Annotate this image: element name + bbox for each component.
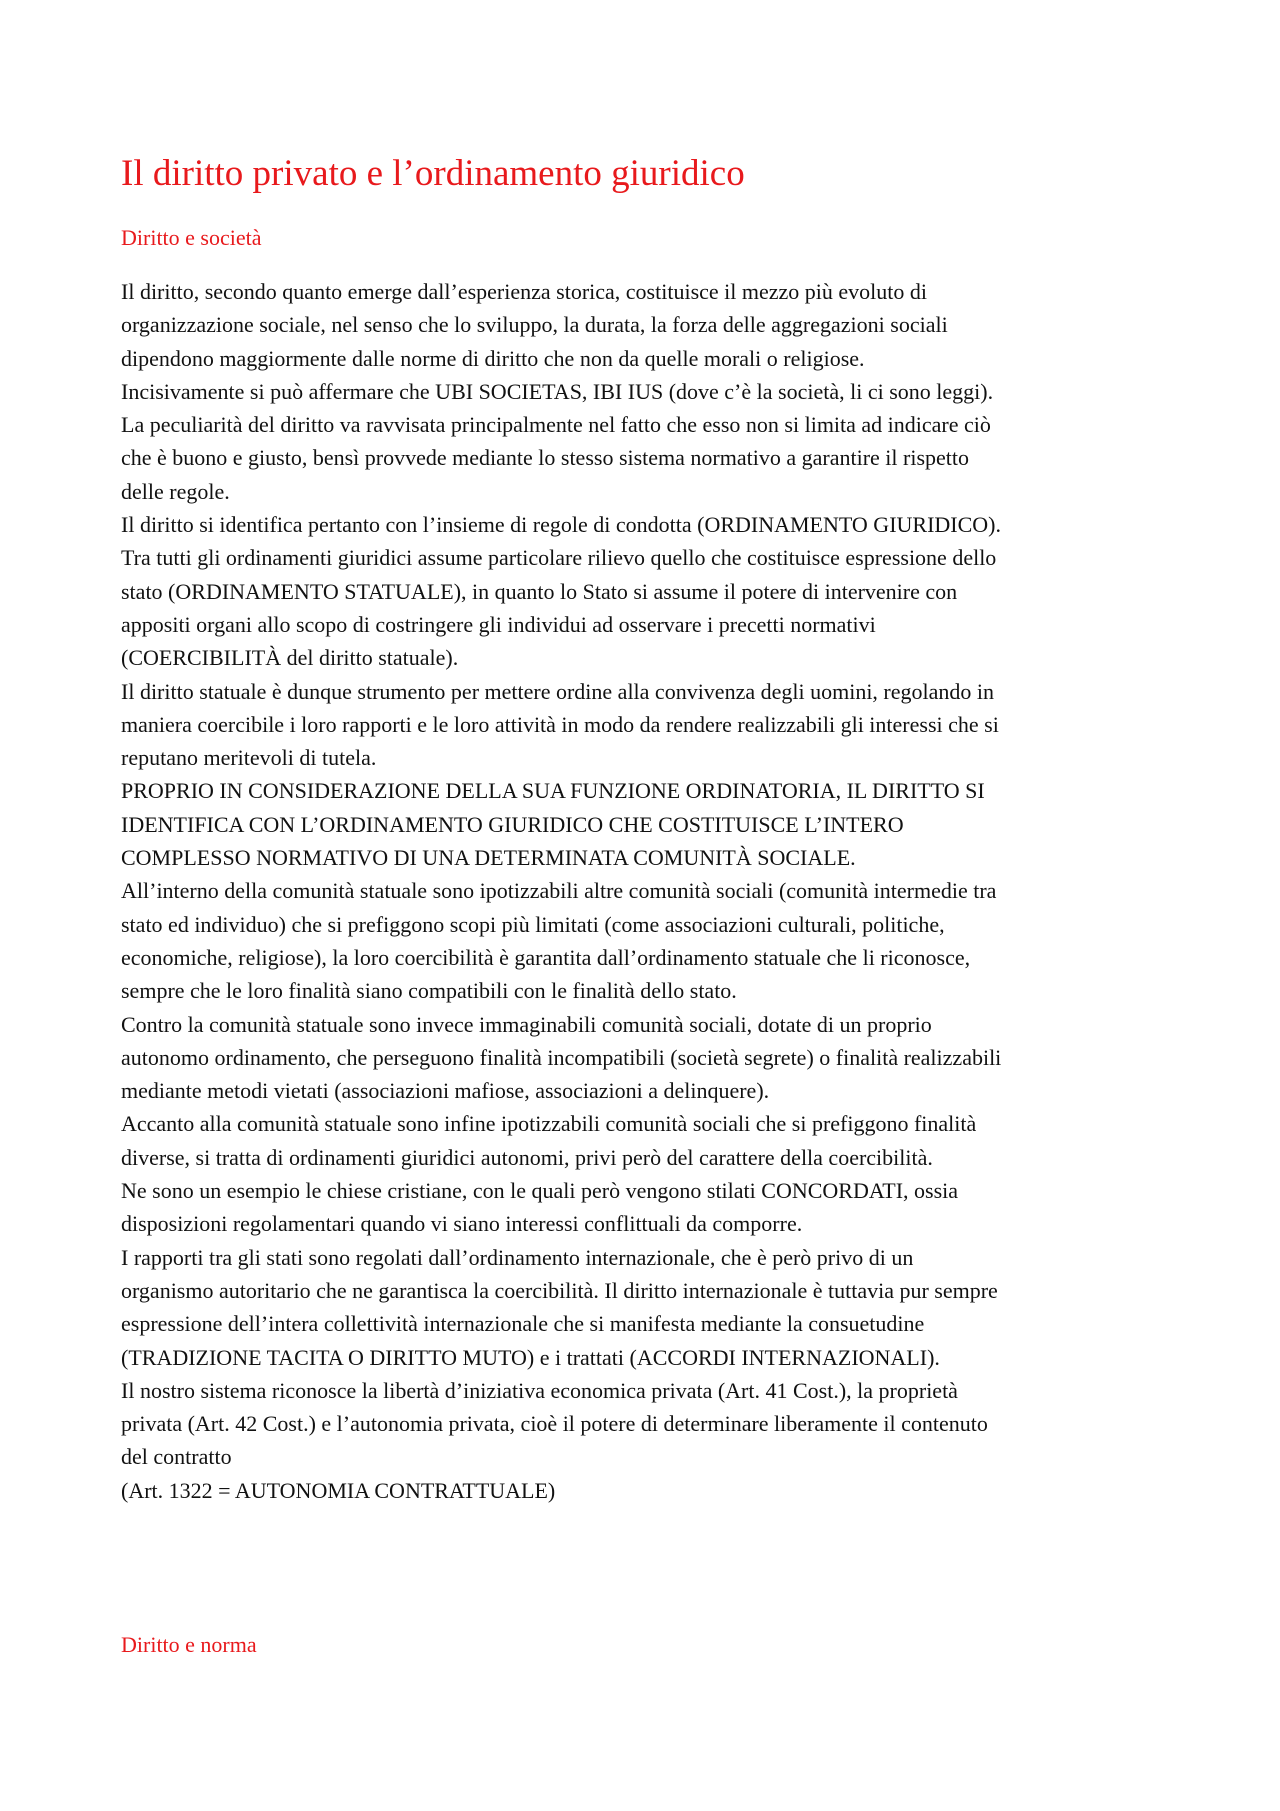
- text-line: del contratto: [121, 1444, 232, 1470]
- text-line: stato (ORDINAMENTO STATUALE), in quanto lo Stato si assume il potere di intervenire con: [121, 578, 958, 604]
- text-line: Incisivamente si può affermare che UBI SOCIETAS, IBI IUS (dove c’è la società, li ci sono leggi).: [121, 378, 994, 404]
- text-line: (COERCIBILITÀ del diritto statuale).: [121, 645, 459, 671]
- text-line: che è buono e giusto, bensì provvede mediante lo stesso sistema normativo a garantire il rispetto: [121, 445, 970, 471]
- text-line: diverse, si tratta di ordinamenti giuridici autonomi, privi però del carattere della coercibilità.: [121, 1144, 933, 1170]
- text-line: autonomo ordinamento, che perseguono finalità incompatibili (società segrete) o finalità realizzabili: [121, 1044, 1002, 1070]
- text-line: reputano meritevoli di tutela.: [121, 745, 377, 771]
- text-line: (Art. 1322 = AUTONOMIA CONTRATTUALE): [121, 1477, 556, 1503]
- text-line: maniera coercibile i loro rapporti e le loro attività in modo da rendere realizzabili gli interessi che si: [121, 711, 999, 737]
- text-line: Il diritto si identifica pertanto con l’insieme di regole di condotta (ORDINAMENTO GIURIDICO).: [121, 512, 1002, 538]
- text-line: All’interno della comunità statuale sono ipotizzabili altre comunità sociali (comunità intermedie tra: [121, 878, 997, 904]
- text-line: sempre che le loro finalità siano compatibili con le finalità dello stato.: [121, 978, 737, 1004]
- text-line: economiche, religiose), la loro coercibilità è garantita dall’ordinamento statuale che li riconosce,: [121, 944, 971, 970]
- text-line: organizzazione sociale, nel senso che lo sviluppo, la durata, la forza delle aggregazioni sociali: [121, 312, 948, 338]
- text-line: Contro la comunità statuale sono invece immaginabili comunità sociali, dotate di un proprio: [121, 1011, 932, 1037]
- text-line: mediante metodi vietati (associazioni mafiose, associazioni a delinquere).: [121, 1078, 770, 1104]
- text-line: Il diritto statuale è dunque strumento per mettere ordine alla convivenza degli uomini, regolando in: [121, 678, 995, 704]
- page-title: Il diritto privato e l’ordinamento giuridico: [121, 153, 745, 194]
- text-line: IDENTIFICA CON L’ORDINAMENTO GIURIDICO CHE COSTITUISCE L’INTERO: [121, 811, 904, 837]
- text-line: privata (Art. 42 Cost.) e l’autonomia privata, cioè il potere di determinare liberamente il contenuto: [121, 1411, 988, 1437]
- text-line: espressione dell’intera collettività internazionale che si manifesta mediante la consuetudine: [121, 1311, 925, 1337]
- text-line: Ne sono un esempio le chiese cristiane, con le quali però vengono stilati CONCORDATI, ossia: [121, 1178, 959, 1204]
- section-body: [121, 275, 1181, 1507]
- text-line: PROPRIO IN CONSIDERAZIONE DELLA SUA FUNZIONE ORDINATORIA, IL DIRITTO SI: [121, 778, 985, 804]
- section-heading-diritto-e-norma: Diritto e norma: [121, 1632, 257, 1657]
- text-line: appositi organi allo scopo di costringere gli individui ad osservare i precetti normativi: [121, 611, 876, 637]
- text-line: I rapporti tra gli stati sono regolati dall’ordinamento internazionale, che è però privo di un: [121, 1244, 914, 1270]
- text-line: (TRADIZIONE TACITA O DIRITTO MUTO) e i trattati (ACCORDI INTERNAZIONALI).: [121, 1344, 940, 1370]
- text-line: disposizioni regolamentari quando vi siano interessi conflittuali da comporre.: [121, 1211, 803, 1237]
- text-line: organismo autoritario che ne garantisca la coercibilità. Il diritto internazionale è tuttavia pur sempre: [121, 1277, 998, 1303]
- text-line: Il diritto, secondo quanto emerge dall’esperienza storica, costituisce il mezzo più evoluto di: [121, 279, 928, 304]
- text-line: Accanto alla comunità statuale sono infine ipotizzabili comunità sociali che si prefiggono finalità: [121, 1111, 977, 1137]
- text-line: delle regole.: [121, 478, 230, 504]
- text-line: stato ed individuo) che si prefiggono scopi più limitati (come associazioni culturali, politiche,: [121, 911, 945, 937]
- text-line: La peculiarità del diritto va ravvisata principalmente nel fatto che esso non si limita ad indicare ciò: [121, 412, 991, 438]
- section-heading-diritto-e-societa: Diritto e società: [121, 225, 262, 250]
- text-line: Tra tutti gli ordinamenti giuridici assume particolare rilievo quello che costituisce espressione dello: [121, 545, 997, 571]
- text-line: Il nostro sistema riconosce la libertà d’iniziativa economica privata (Art. 41 Cost.), la proprietà: [121, 1377, 958, 1403]
- text-line: COMPLESSO NORMATIVO DI UNA DETERMINATA COMUNITÀ SOCIALE.: [121, 845, 856, 871]
- text-line: dipendono maggiormente dalle norme di diritto che non da quelle morali o religiose.: [121, 345, 865, 371]
